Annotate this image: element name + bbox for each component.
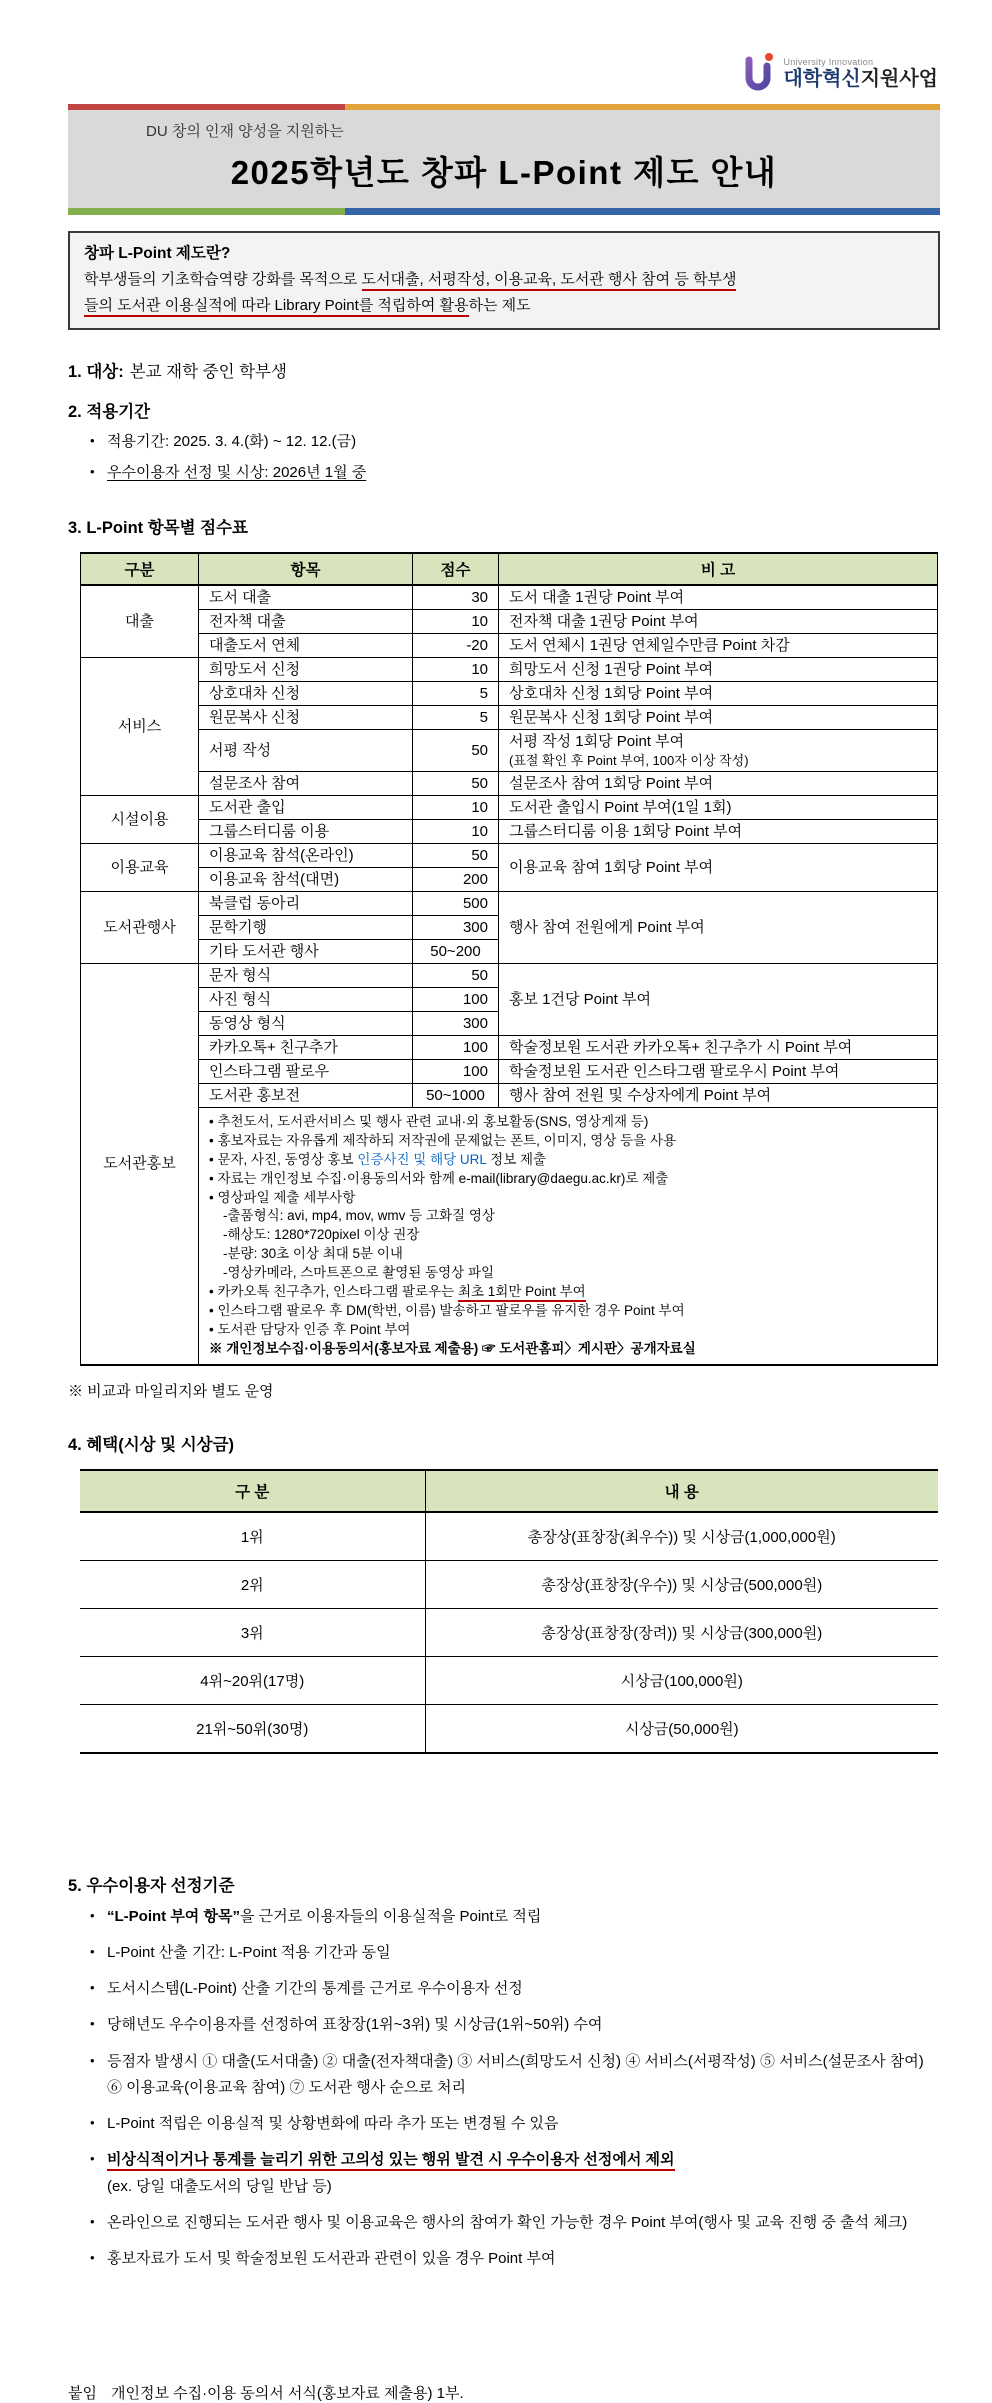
table-cell: 대출도서 연체 [199,633,413,657]
table-cell: 기타 도서관 행사 [199,940,413,964]
table-cell: 21위~50위(30명) [80,1704,425,1753]
table-row [80,1512,938,1561]
note-line [209,1132,927,1151]
note-line [209,1113,927,1132]
table-cell: 그룹스터디룸 이용 1회당 Point 부여 [499,820,938,844]
note-line [209,1226,927,1245]
text-segment: 등점자 발생시 ① 대출(도서대출) ② 대출(전자책대출) ③ 서비스(희망도서 신청) ④ 서비스(서평작성) ⑤ 서비스(설문조사 참여) ⑥ 이용교육(이용교육 참여) ⑦ 도서관 행사 순으로 처리 [107,2052,924,2096]
table-row [80,1560,938,1608]
table-header-row [81,553,938,585]
table-cell: 100 [413,1036,499,1060]
table-cell: 서평 작성 [199,729,413,771]
table-cell: 도서 대출 [199,585,413,610]
table-row [81,705,938,729]
table-cell: 50 [413,844,499,868]
table-cell: 도서관 출입 [199,796,413,820]
table-cell: 50~200 [413,940,499,964]
note-line [209,1340,927,1359]
table-cell: 500 [413,892,499,916]
table-cell: 행사 참여 전원 및 수상자에게 Point 부여 [499,1084,938,1108]
table-row [81,681,938,705]
table-cell: 문자 형식 [199,964,413,988]
list-item [90,1904,940,1930]
table-cell: 4위~20위(17명) [80,1656,425,1704]
table-cell: 이용교육 참석(온라인) [199,844,413,868]
table-row [81,1060,938,1084]
banner-body [68,110,940,208]
table-cell: 시상금(100,000원) [425,1656,938,1704]
table-cell: 동영상 형식 [199,1012,413,1036]
note-line [209,1264,927,1283]
table-cell: 사진 형식 [199,988,413,1012]
text-segment: -출품형식: avi, mp4, mov, wmv 등 고화질 영상 [223,1208,495,1224]
text-segment: • 카카오톡 친구추가, 인스타그램 팔로우는 [209,1284,458,1300]
logo-korean-text [783,68,938,90]
document-content [68,231,940,2403]
table-row [81,892,938,916]
section-2-heading: 2. 적용기간 [68,403,151,422]
table-cell: 이용교육 참석(대면) [199,868,413,892]
text-segment: 도서시스템(L-Point) 산출 기간의 통계를 근거로 우수이용자 선정 [107,1980,523,1998]
table-cell: 200 [413,868,499,892]
benefit-table-body [80,1512,938,1753]
table-row [81,964,938,988]
table-row [81,657,938,681]
note-line [209,1245,927,1264]
list-item [90,2210,940,2236]
text-segment: ※ 개인정보수집·이용동의서(홍보자료 제출용) ☞ 도서관홈피〉게시판〉공개자료실 [209,1340,696,1356]
col-header-content: 내 용 [425,1470,938,1512]
score-table-note: ※ 비교과 마일리지와 별도 운영 [68,1382,274,1400]
group-cell: 이용교육 [81,844,199,892]
banner-top-bar [68,104,940,110]
section-1-heading [68,358,940,382]
text-segment: 온라인으로 진행되는 도서관 행사 및 이용교육은 행사의 참여가 확인 가능한 경우 Point 부여(행사 및 교육 진행 중 출석 체크) [107,2213,908,2231]
table-cell: 학술정보원 도서관 카카오톡+ 친구추가 시 Point 부여 [499,1036,938,1060]
note-line [209,1189,927,1208]
table-cell: 300 [413,916,499,940]
table-cell: 10 [413,657,499,681]
table-cell: 희망도서 신청 1권당 Point 부여 [499,657,938,681]
table-cell: 북클럽 동아리 [199,892,413,916]
page-title: 2025학년도 창파 L-Point 제도 안내 [230,154,778,191]
logo-text [783,58,938,90]
col-header-item: 항목 [199,553,413,585]
table-cell: 1위 [80,1512,425,1561]
list-item [90,461,940,484]
table-cell: 50 [413,964,499,988]
group-cell: 대출 [81,585,199,658]
note-line [209,1283,927,1302]
table-row [81,729,938,771]
table-cell: 총장상(표창장(우수)) 및 시상금(500,000원) [425,1560,938,1608]
promotion-notes-cell [199,1108,938,1365]
list-item [90,430,940,453]
text-segment: 학부생들의 기초학습역량 강화를 목적으로 [84,271,362,289]
group-cell: 시설이용 [81,796,199,844]
list-item [90,2111,940,2137]
table-cell: 상호대차 신청 [199,681,413,705]
text-segment: 도서대출, 서평작성, 이용교육, 도서관 행사 참여 등 학부생 [362,271,737,291]
note-line [209,1321,927,1340]
table-cell: 10 [413,609,499,633]
table-cell: 3위 [80,1608,425,1656]
list-item [90,2246,940,2272]
list-item [90,2049,940,2102]
table-row [81,1108,938,1365]
text-segment: 홍보자료가 도서 및 학술정보원 도서관과 관련이 있을 경우 Point 부여 [107,2250,556,2268]
attachment-text: 개인정보 수집·이용 동의서 서식(홍보자료 제출용) 1부. [110,2385,464,2403]
table-row [81,585,938,610]
table-cell: 50 [413,729,499,771]
logo-korean-bold: 대학혁신 [783,67,861,90]
group-cell: 도서관행사 [81,892,199,964]
text-segment: • 홍보자료는 자유롭게 제작하되 저작권에 문제없는 폰트, 이미지, 영상 등을 사용 [209,1132,677,1148]
table-cell: 총장상(표창장(최우수)) 및 시상금(1,000,000원) [425,1512,938,1561]
col-header-score: 점수 [413,553,499,585]
section-1-label: 1. 대상: [68,363,124,382]
note-line [209,1151,927,1170]
text-segment: L-Point 산출 기간: L-Point 적용 기간과 동일 [107,1943,391,1961]
table-row [80,1656,938,1704]
table-cell: 이용교육 참여 1회당 Point 부여 [499,844,938,892]
intro-box-title: 창파 L-Point 제도란? [84,245,231,262]
intro-box-line-2 [84,293,924,319]
table-cell: 5 [413,681,499,705]
table-cell: 도서관 홍보전 [199,1084,413,1108]
table-cell: 10 [413,820,499,844]
table-header-row [80,1470,938,1512]
section-5-bullets [68,1904,940,2273]
text-segment: 을 근거로 이용자들의 이용실적을 Point로 적립 [239,1907,542,1925]
text-segment: • 도서관 담당자 인증 후 Point 부여 [209,1321,411,1337]
score-table-body [81,585,938,1365]
table-cell: 설문조사 참여 [199,772,413,796]
benefit-table [80,1469,938,1754]
section-3-heading: 3. L-Point 항목별 점수표 [68,518,248,537]
table-cell: 도서 연체시 1권당 연체일수만큼 Point 차감 [499,633,938,657]
table-cell: 30 [413,585,499,610]
table-cell: 그룹스터디룸 이용 [199,820,413,844]
table-row [81,844,938,868]
table-cell: 카카오톡+ 친구추가 [199,1036,413,1060]
table-row [81,820,938,844]
attachment-line [68,2382,940,2403]
note-line [209,1170,927,1189]
text-segment: -분량: 30초 이상 최대 5분 이내 [223,1246,403,1262]
table-row [81,633,938,657]
table-row [81,772,938,796]
text-segment: • 인스타그램 팔로우 후 DM(학번, 이름) 발송하고 팔로우를 유지한 경우 Point 부여 [209,1302,685,1318]
text-segment: -해상도: 1280*720pixel 이상 권장 [223,1227,420,1243]
table-cell: 전자책 대출 [199,609,413,633]
list-item [90,1940,940,1966]
table-cell: 300 [413,1012,499,1036]
logo-korean-rest: 지원사업 [860,67,938,90]
remark-line: 서평 작성 1회당 Point 부여 [509,732,685,750]
note-line [209,1207,927,1226]
table-cell: 5 [413,705,499,729]
intro-box [68,231,940,330]
table-cell: 원문복사 신청 1회당 Point 부여 [499,705,938,729]
table-row [81,796,938,820]
table-cell: 100 [413,988,499,1012]
table-row [81,609,938,633]
text-segment: • 추천도서, 도서관서비스 및 행사 관련 교내·외 홍보활동(SNS, 영상게재 등) [209,1114,649,1130]
group-cell: 서비스 [81,657,199,795]
table-cell: 행사 참여 전원에게 Point 부여 [499,892,938,964]
table-cell: 전자책 대출 1권당 Point 부여 [499,609,938,633]
text-segment: 정보 제출 [486,1151,547,1167]
table-cell: 2위 [80,1560,425,1608]
group-cell: 도서관홍보 [81,964,199,1365]
intro-box-line-1 [84,267,924,293]
list-item [90,2012,940,2038]
benefit-table-head [80,1470,938,1512]
table-cell: 홍보 1건당 Point 부여 [499,964,938,1036]
table-cell: 학술정보원 도서관 인스타그램 팔로우시 Point 부여 [499,1060,938,1084]
text-segment: 하는 제도 [468,296,531,314]
text-segment: 들의 도서관 이용실적에 따라 Library Point를 적립하여 활용 [84,297,469,317]
text-segment: 최초 1회만 Point 부여 [458,1284,586,1302]
header-logo [0,0,992,104]
note-line [209,1302,927,1321]
banner-subtitle: DU 창의 인재 양성을 지원하는 [146,123,344,140]
text-segment: (ex. 당일 대출도서의 당일 반납 등) [107,2177,332,2195]
section-2-bullets [68,430,940,484]
remark-line: (표절 확인 후 Point 부여, 100자 이상 작성) [509,752,749,768]
col-header-group: 구분 [81,553,199,585]
text-segment: 우수이용자 선정 및 시상: 2026년 1월 중 [107,463,367,481]
table-cell: 희망도서 신청 [199,657,413,681]
section-4-heading: 4. 혜택(시상 및 시상금) [68,1435,235,1454]
table-cell: 상호대차 신청 1회당 Point 부여 [499,681,938,705]
title-banner [68,104,940,215]
text-segment: • 영상파일 제출 세부사항 [209,1189,356,1205]
table-cell: 총장상(표창장(장려)) 및 시상금(300,000원) [425,1608,938,1656]
university-innovation-logo-icon [742,52,776,96]
logo-english-text: University Innovation [783,57,874,68]
section-1-text: 본교 재학 중인 학부생 [129,363,287,382]
score-table [80,552,938,1366]
col-header-remark: 비 고 [499,553,938,585]
table-cell: 10 [413,796,499,820]
section-5-heading: 5. 우수이용자 선정기준 [68,1876,235,1895]
table-cell: 도서관 출입시 Point 부여(1일 1회) [499,796,938,820]
table-row [80,1704,938,1753]
score-table-head [81,553,938,585]
text-segment: -영상카메라, 스마트폰으로 촬영된 동영상 파일 [223,1265,495,1281]
table-cell: -20 [413,633,499,657]
text-segment: • 자료는 개인정보 수집·이용동의서와 함께 e-mail(library@daegu.ac.kr)로 제출 [209,1170,669,1186]
list-item [90,2147,940,2200]
table-cell: 설문조사 참여 1회당 Point 부여 [499,772,938,796]
text-segment: L-Point 적립은 이용실적 및 상황변화에 따라 추가 또는 변경될 수 있음 [107,2115,559,2133]
table-cell: 50~1000 [413,1084,499,1108]
table-cell: 50 [413,772,499,796]
table-cell [499,729,938,771]
text-segment: “L-Point 부여 항목” [107,1907,240,1925]
list-item [90,1976,940,2002]
text-segment: 적용기간: 2025. 3. 4.(화) ~ 12. 12.(금) [107,433,357,451]
table-row [80,1608,938,1656]
table-row [81,1036,938,1060]
table-cell: 도서 대출 1권당 Point 부여 [499,585,938,610]
text-segment: 비상식적이거나 통계를 늘리기 위한 고의성 있는 행위 발견 시 우수이용자 선정에서 제외 [107,2151,675,2171]
text-segment: • 문자, 사진, 동영상 홍보 [209,1151,358,1167]
text-segment: 당해년도 우수이용자를 선정하여 표창장(1위~3위) 및 시상금(1위~50위) 수여 [107,2016,603,2034]
table-cell: 100 [413,1060,499,1084]
table-cell: 시상금(50,000원) [425,1704,938,1753]
link-text: 인증사진 및 해당 URL [357,1151,487,1167]
table-cell: 문학기행 [199,916,413,940]
col-header-rank: 구 분 [80,1470,425,1512]
table-cell: 원문복사 신청 [199,705,413,729]
table-cell: 인스타그램 팔로우 [199,1060,413,1084]
attachment-label: 붙임 [68,2385,97,2403]
table-row [81,1084,938,1108]
banner-bottom-bar [68,208,940,215]
